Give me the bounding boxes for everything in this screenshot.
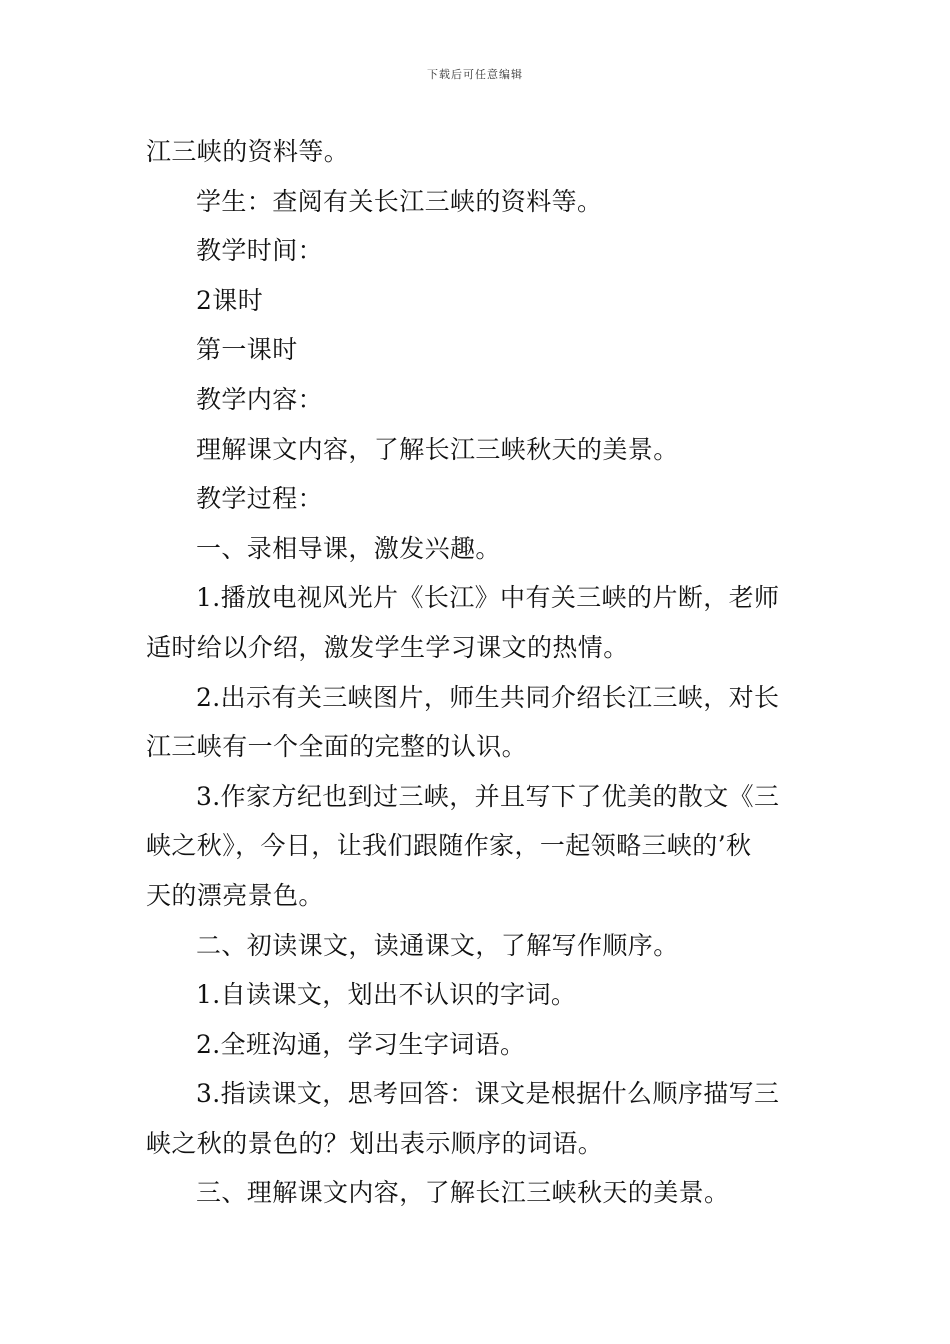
paragraph: [146, 573, 810, 672]
text-line: 学生：查阅有关长江三峡的资料等。: [196, 186, 603, 216]
text-line: 3.作家方纪也到过三峡，并且写下了优美的散文《三: [196, 781, 780, 811]
text-line: 1.播放电视风光片《长江》中有关三峡的片断，老师: [196, 583, 780, 613]
paragraph: [146, 524, 810, 574]
paragraph: [146, 325, 810, 375]
text-line: 教学过程：: [196, 484, 324, 514]
text-line: 第一课时: [196, 335, 298, 365]
paragraph: [146, 1168, 810, 1218]
paragraph: [146, 1069, 810, 1168]
paragraph: [146, 375, 810, 425]
paragraph: [146, 226, 810, 276]
text-line: 江三峡有一个全面的完整的认识。: [146, 732, 528, 762]
paragraph: [146, 970, 810, 1020]
paragraph: [146, 276, 810, 326]
text-line: 三、理解课文内容，了解长江三峡秋天的美景。: [196, 1178, 730, 1208]
paragraph: [146, 673, 810, 772]
text-line: 一、录相导课，激发兴趣。: [196, 533, 501, 563]
text-line: 3.指读课文，思考回答：课文是根据什么顺序描写三: [196, 1079, 780, 1109]
text-line: 天的漂亮景色。: [146, 880, 324, 910]
text-line: 2课时: [196, 285, 264, 315]
text-line: 2.出示有关三峡图片，师生共同介绍长江三峡，对长: [196, 682, 780, 712]
text-line: 1.自读课文，划出不认识的字词。: [196, 980, 577, 1010]
paragraph: [146, 772, 810, 921]
paragraph: [146, 425, 810, 475]
text-line: 2.全班沟通，学习生字词语。: [196, 1029, 526, 1059]
paragraph: [146, 1020, 810, 1070]
document-body: [146, 127, 810, 1218]
text-line: 理解课文内容，了解长江三峡秋天的美景。: [196, 434, 679, 464]
text-line: 江三峡的资料等。: [146, 137, 350, 166]
paragraph: [146, 177, 810, 227]
page-header-note: 下载后可任意编辑: [427, 68, 523, 81]
text-line: 教学时间：: [196, 236, 324, 266]
paragraph: [146, 921, 810, 971]
text-line: 峡之秋》，今日，让我们跟随作家，一起领略三峡的’秋: [146, 831, 752, 861]
paragraph: [146, 474, 810, 524]
text-line: 二、初读课文，读通课文，了解写作顺序。: [196, 930, 679, 960]
text-line: 峡之秋的景色的？划出表示顺序的词语。: [146, 1128, 604, 1158]
text-line: 适时给以介绍，激发学生学习课文的热情。: [146, 632, 629, 662]
paragraph: [146, 127, 810, 177]
text-line: 教学内容：: [196, 384, 324, 414]
